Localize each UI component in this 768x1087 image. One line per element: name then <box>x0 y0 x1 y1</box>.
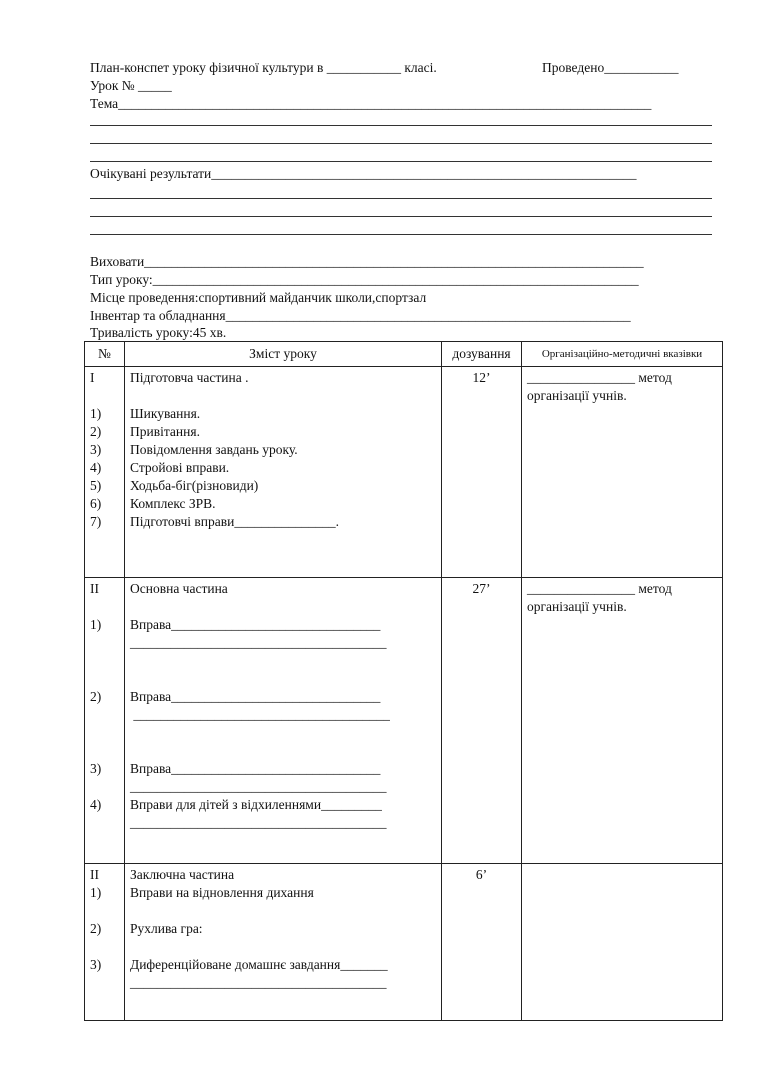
part3-notes <box>522 864 723 1021</box>
header-dose: дозування <box>442 342 522 367</box>
part1-notes: ________________ метод організації учнів. <box>522 367 723 578</box>
part2-notes: ________________ метод організації учнів. <box>522 578 723 864</box>
part1-dose: 12’ <box>442 367 522 578</box>
conducted-field: Проведено___________ <box>542 60 679 75</box>
blank-line <box>90 125 712 126</box>
table-row-preparatory <box>85 367 723 578</box>
part2-nums: II 1) 2) 3) 4) <box>85 578 125 864</box>
topic-field: Тема_______________________________________________________________________________ <box>90 96 652 111</box>
blank-line <box>90 143 712 144</box>
educate-field: Виховати__________________________________________________________________________ <box>90 254 644 269</box>
table-header-row <box>85 342 723 367</box>
part3-content: Заключна частина Вправи на відновлення дихання Рухлива гра: Диференційоване домашнє завдання_______ ______________________________________ <box>125 864 442 1021</box>
header-num: № <box>85 342 125 367</box>
blank-line <box>90 161 712 162</box>
header-notes: Організаційно-методичні вказівки <box>522 342 723 367</box>
lesson-table <box>84 341 723 1021</box>
lesson-type: Тип уроку:________________________________________________________________________ <box>90 272 639 287</box>
table-row-final <box>85 864 723 1021</box>
part2-content: Основна частина Вправа_______________________________ ______________________________________ Вправа_______________________________ ______________________________________ Вправа_______________________________ ______________________________________ Вправи для дітей з відхиленнями_________ ______________________________________ <box>125 578 442 864</box>
lesson-number: Урок № _____ <box>90 78 172 93</box>
expected-results: Очікувані результати_______________________________________________________________ <box>90 166 637 181</box>
part1-nums: I 1) 2) 3) 4) 5) 6) 7) <box>85 367 125 578</box>
header-content: Зміст уроку <box>125 342 442 367</box>
part1-content: Підготовча частина . Шикування. Привітання. Повідомлення завдань уроку. Стройові вправи. Ходьба-біг(різновиди) Комплекс ЗРВ. Підготовчі вправи_______________. <box>125 367 442 578</box>
equipment-field: Інвентар та обладнання____________________________________________________________ <box>90 308 631 323</box>
table-row-main <box>85 578 723 864</box>
blank-line <box>90 198 712 199</box>
part3-dose: 6’ <box>442 864 522 1021</box>
place-field: Місце проведення:спортивний майданчик школи,спортзал <box>90 290 427 305</box>
blank-line <box>90 216 712 217</box>
part3-nums: II 1) 2) 3) <box>85 864 125 1021</box>
blank-line <box>90 234 712 235</box>
plan-title: План-конспет уроку фізичної культури в ___________ класі. <box>90 60 437 75</box>
duration-field: Тривалість уроку:45 хв. <box>90 325 227 340</box>
part2-dose: 27’ <box>442 578 522 864</box>
